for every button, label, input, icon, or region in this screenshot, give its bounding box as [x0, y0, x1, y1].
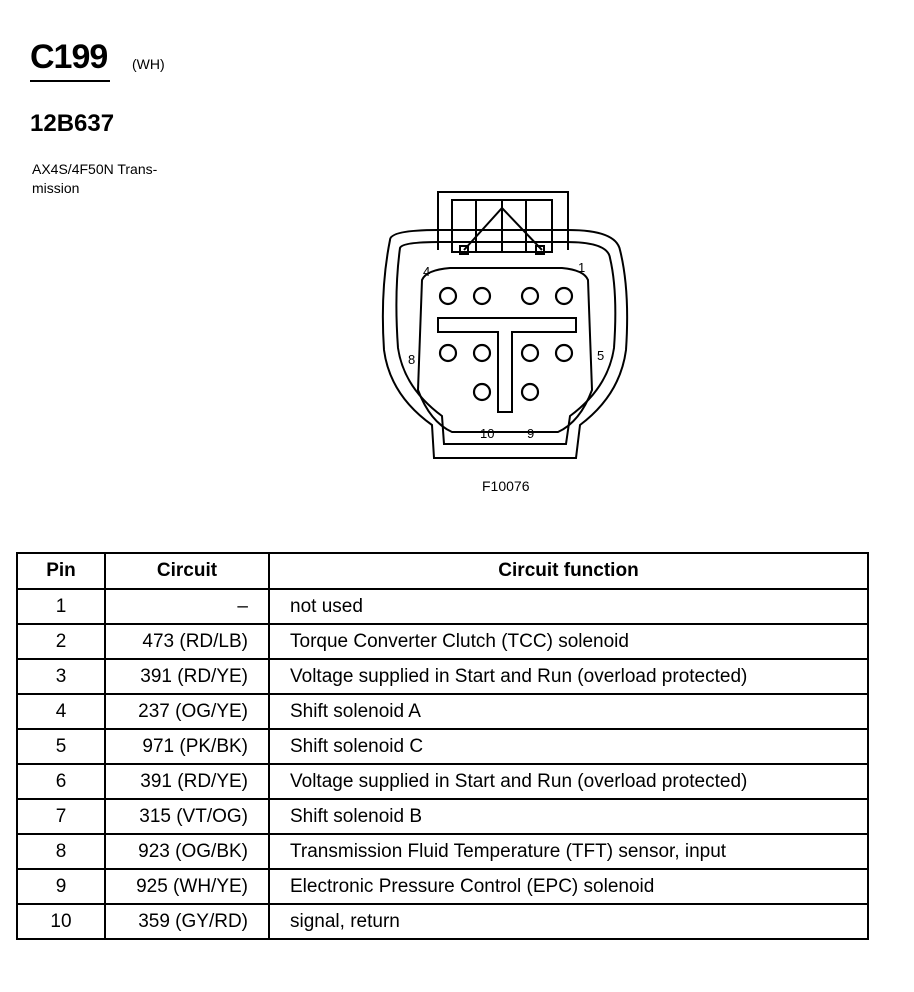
pin-cell: 2: [17, 624, 105, 659]
pin-cavity-5: [556, 345, 572, 361]
table-header-row: [17, 553, 868, 589]
table-row: [17, 834, 868, 869]
pin-cavity-1: [556, 288, 572, 304]
pin-cavity-8: [440, 345, 456, 361]
circuit-cell: 315 (VT/OG): [105, 799, 269, 834]
locking-tab: [438, 192, 568, 254]
circuit-cell: 359 (GY/RD): [105, 904, 269, 939]
header-circuit: Circuit: [105, 553, 269, 589]
pin-cavity-4: [440, 288, 456, 304]
function-cell: Voltage supplied in Start and Run (overload protected): [269, 659, 868, 694]
keying-ridge: [438, 318, 576, 412]
circuit-cell: 473 (RD/LB): [105, 624, 269, 659]
table-row: [17, 729, 868, 764]
pin-cell: 5: [17, 729, 105, 764]
connector-id: C199: [30, 38, 108, 76]
connector-color: (WH): [132, 56, 165, 72]
pin-cell: 3: [17, 659, 105, 694]
pin-cavities: [440, 288, 572, 400]
pin-cavity-2: [522, 288, 538, 304]
function-cell: Shift solenoid C: [269, 729, 868, 764]
pin-label-5: 5: [597, 348, 605, 363]
connector-housing: [383, 230, 627, 458]
circuit-cell: –: [105, 589, 269, 624]
part-number: 12B637: [30, 110, 115, 137]
table-row: [17, 694, 868, 729]
circuit-cell: 391 (RD/YE): [105, 659, 269, 694]
pin-cell: 7: [17, 799, 105, 834]
pin-cavity-10: [474, 384, 490, 400]
function-cell: not used: [269, 589, 868, 624]
pinout-table: [16, 552, 869, 940]
pin-label-9: 9: [527, 426, 535, 441]
circuit-cell: 971 (PK/BK): [105, 729, 269, 764]
function-cell: Shift solenoid B: [269, 799, 868, 834]
pin-cavity-9: [522, 384, 538, 400]
figure-id: F10076: [482, 478, 530, 494]
circuit-cell: 923 (OG/BK): [105, 834, 269, 869]
table-row: [17, 624, 868, 659]
table-row: [17, 659, 868, 694]
function-cell: Transmission Fluid Temperature (TFT) sensor, input: [269, 834, 868, 869]
pin-cell: 1: [17, 589, 105, 624]
pin-cavity-7: [474, 345, 490, 361]
function-cell: Shift solenoid A: [269, 694, 868, 729]
header-pin: Pin: [17, 553, 105, 589]
pin-label-8: 8: [408, 352, 416, 367]
pin-cell: 8: [17, 834, 105, 869]
connector-face-diagram: [370, 180, 640, 470]
circuit-cell: 391 (RD/YE): [105, 764, 269, 799]
connector-id-underline: [30, 80, 110, 82]
pin-cell: 10: [17, 904, 105, 939]
function-cell: signal, return: [269, 904, 868, 939]
function-cell: Voltage supplied in Start and Run (overload protected): [269, 764, 868, 799]
circuit-cell: 925 (WH/YE): [105, 869, 269, 904]
pin-label-1: 1: [578, 260, 586, 275]
pin-cavity-3: [474, 288, 490, 304]
connector-description: AX4S/4F50N Trans- mission: [32, 161, 158, 196]
pin-label-4: 4: [423, 264, 431, 279]
table-row: [17, 764, 868, 799]
table-row: [17, 799, 868, 834]
circuit-cell: 237 (OG/YE): [105, 694, 269, 729]
pin-cell: 9: [17, 869, 105, 904]
pin-cell: 6: [17, 764, 105, 799]
table-row: [17, 589, 868, 624]
table-row: [17, 869, 868, 904]
function-cell: Electronic Pressure Control (EPC) solenoid: [269, 869, 868, 904]
function-cell: Torque Converter Clutch (TCC) solenoid: [269, 624, 868, 659]
table-row: [17, 904, 868, 939]
pin-label-10: 10: [480, 426, 495, 441]
header-circuit-function: Circuit function: [269, 553, 868, 589]
pin-cavity-6: [522, 345, 538, 361]
pin-cell: 4: [17, 694, 105, 729]
